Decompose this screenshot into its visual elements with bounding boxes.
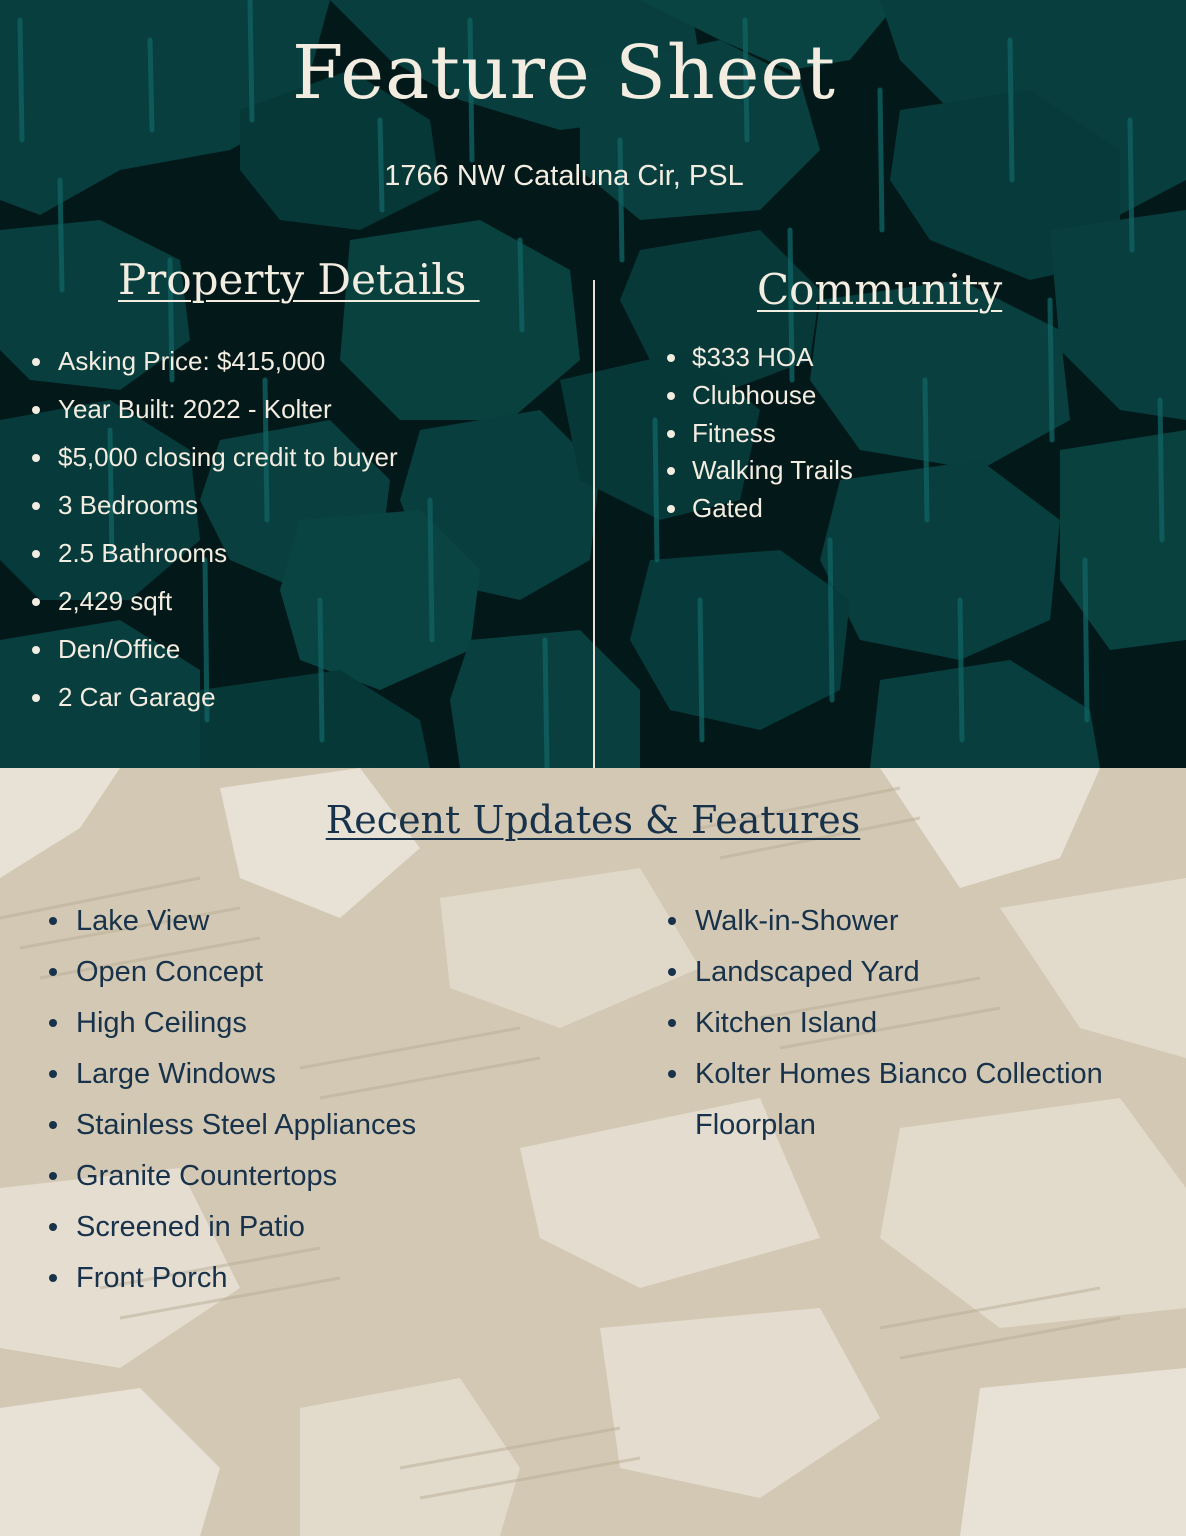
community-list — [692, 339, 853, 528]
list-item: Clubhouse — [692, 377, 853, 415]
list-item: Kitchen Island — [695, 1001, 1145, 1052]
list-item: Walking Trails — [692, 452, 853, 490]
list-item: $5,000 closing credit to buyer — [58, 438, 398, 486]
page-title: Feature Sheet — [292, 30, 836, 116]
list-item: Fitness — [692, 415, 853, 453]
list-item: Gated — [692, 490, 853, 528]
updates-list-right — [695, 899, 1145, 1151]
list-item: $333 HOA — [692, 339, 853, 377]
list-item: 2 Car Garage — [58, 678, 398, 726]
list-item: Walk-in-Shower — [695, 899, 1145, 950]
list-item: High Ceilings — [76, 1001, 416, 1052]
list-item: Den/Office — [58, 630, 398, 678]
list-item: Year Built: 2022 - Kolter — [58, 390, 398, 438]
list-item: 2.5 Bathrooms — [58, 534, 398, 582]
updates-heading: Recent Updates & Features — [325, 798, 861, 842]
property-address: 1766 NW Cataluna Cir, PSL — [384, 160, 744, 192]
list-item: 2,429 sqft — [58, 582, 398, 630]
column-divider — [593, 280, 595, 768]
property-details-heading: Property Details — [118, 255, 480, 304]
list-item: Lake View — [76, 899, 416, 950]
list-item: Front Porch — [76, 1256, 416, 1307]
property-details-list — [58, 342, 398, 726]
list-item: 3 Bedrooms — [58, 486, 398, 534]
list-item: Granite Countertops — [76, 1154, 416, 1205]
community-heading: Community — [757, 265, 1003, 314]
list-item: Open Concept — [76, 950, 416, 1001]
list-item: Large Windows — [76, 1052, 416, 1103]
list-item: Landscaped Yard — [695, 950, 1145, 1001]
updates-list-left — [76, 899, 416, 1307]
list-item: Stainless Steel Appliances — [76, 1103, 416, 1154]
list-item: Asking Price: $415,000 — [58, 342, 398, 390]
bottom-section — [0, 768, 1186, 1536]
list-item: Screened in Patio — [76, 1205, 416, 1256]
list-item: Kolter Homes Bianco Collection Floorplan — [695, 1049, 1145, 1151]
